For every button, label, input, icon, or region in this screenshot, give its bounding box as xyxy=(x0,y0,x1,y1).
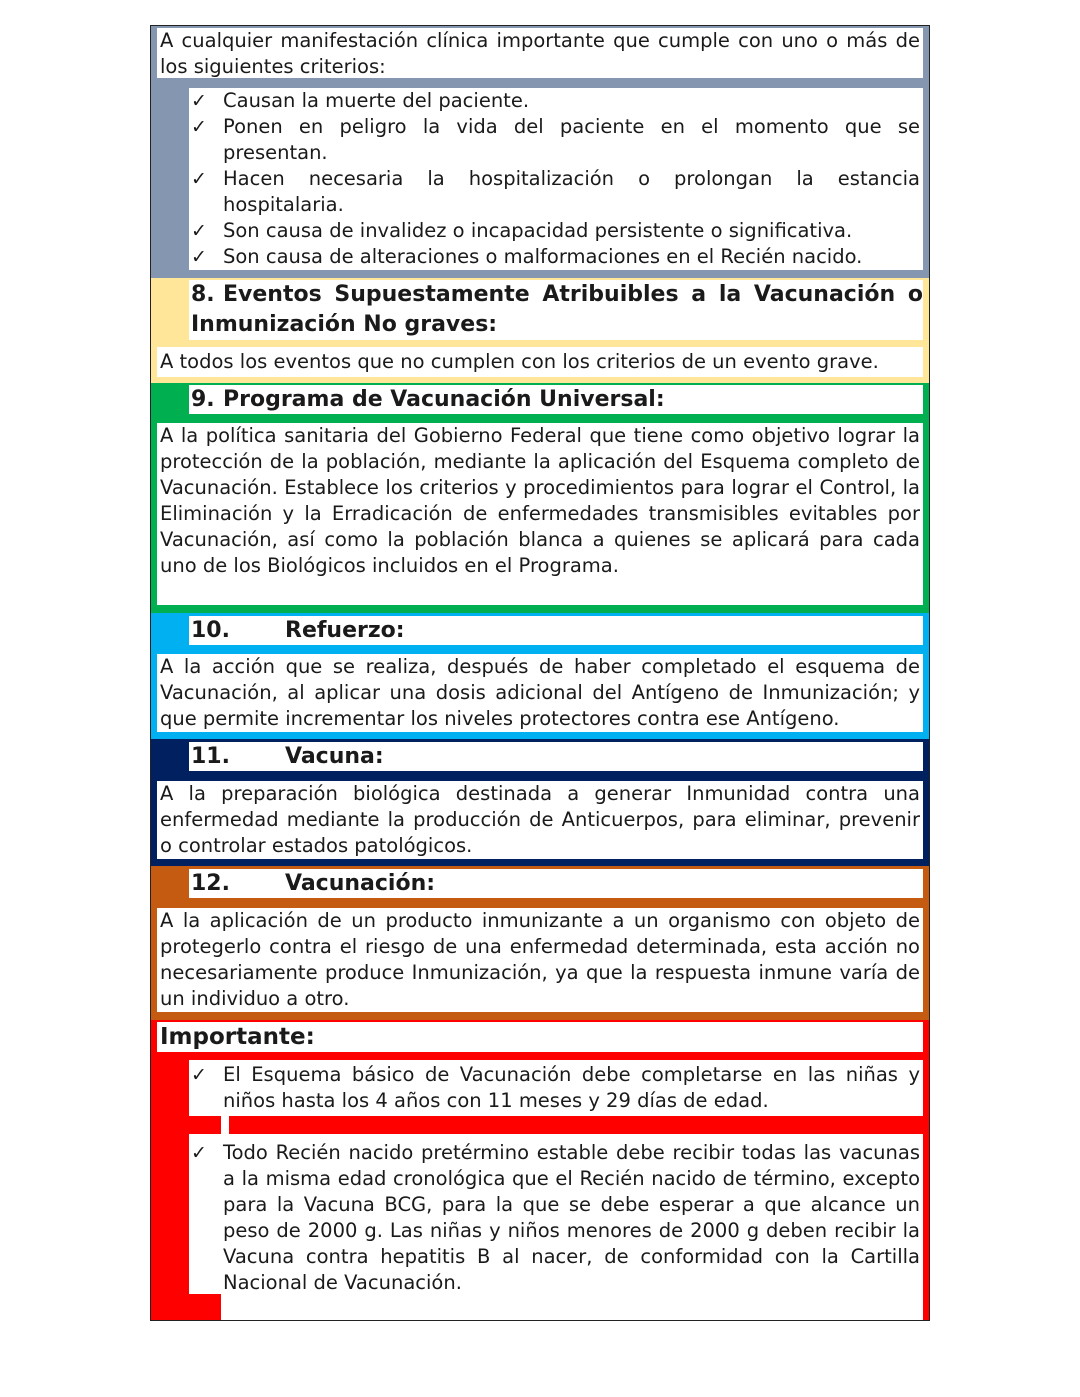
note-text: El Esquema básico de Vacunación debe completarse en las niñas y niños hasta los 4 años con 11 meses y 29 días de edad. xyxy=(223,1063,920,1112)
check-icon: ✓ xyxy=(191,1064,207,1086)
section-9-definition xyxy=(157,423,923,605)
important-notes xyxy=(189,1060,923,1321)
section-12-definition xyxy=(157,908,923,1012)
definition-text: A la preparación biológica destinada a generar Inmunidad contra una enfermedad mediante la producción de Anticuerpos, para eliminar, prevenir o controlar estados patológicos. xyxy=(160,782,920,857)
section-9-heading xyxy=(189,385,923,414)
check-icon: ✓ xyxy=(191,246,207,268)
section-number: 10. xyxy=(191,618,230,643)
list-item xyxy=(189,244,920,270)
section-11-band xyxy=(151,739,929,866)
important-title: Importante: xyxy=(160,1024,315,1050)
section-title: Eventos Supuestamente Atribuibles a la Vacunación o Inmunización No graves: xyxy=(191,282,923,337)
section-number: 12. xyxy=(191,871,230,896)
note-text: Todo Recién nacido pretérmino estable debe recibir todas las vacunas a la misma edad cronológica que el Recién nacido de término, excepto para la Vacuna BCG, para la que se debe esperar a que alcance un peso de 2000 g. Las niñas y niños menores de 2000 g deben recibir la Vacuna contra hepatitis B al nacer, de conformidad con la Cartilla Nacional de Vacunación. xyxy=(223,1141,920,1294)
criteria-text: Hacen necesaria la hospitalización o prolongan la estancia hospitalaria. xyxy=(223,167,920,216)
check-icon: ✓ xyxy=(191,168,207,190)
definition-text: A la aplicación de un producto inmunizante a un organismo con objeto de protegerlo contra el riesgo de una enfermedad determinada, esta acción no necesariamente produce Inmunización, ya que la respuesta inmune varía de un individuo a otro. xyxy=(160,909,920,1010)
criteria-text: Son causa de alteraciones o malformaciones en el Recién nacido. xyxy=(223,245,863,268)
section-8-band xyxy=(151,278,929,383)
section-12-heading xyxy=(189,869,923,898)
list-item xyxy=(189,114,920,166)
section-number: 9. xyxy=(191,387,215,412)
serious-events-band xyxy=(151,26,929,278)
check-icon: ✓ xyxy=(191,116,207,138)
definition-text: A la política sanitaria del Gobierno Federal que tiene como objetivo lograr la protección de la población, mediante la aplicación del Esquema completo de Vacunación. Establece los criterios y procedimientos para lograr el Control, la Eliminación y la Erradicación de enfermedades transmisibles evitables por Vacunación, así como la población blanca a quienes se aplicará para cada uno de los Biológicos incluidos en el Programa. xyxy=(160,424,920,577)
list-item xyxy=(189,1062,920,1114)
important-band xyxy=(151,1020,929,1321)
check-icon: ✓ xyxy=(191,220,207,242)
section-title: Vacunación: xyxy=(285,871,436,896)
section-10-band xyxy=(151,613,929,739)
serious-events-intro-text: A cualquier manifestación clínica importante que cumple con uno o más de los siguientes criterios: xyxy=(160,29,920,78)
section-title: Refuerzo: xyxy=(285,618,405,643)
section-8-definition xyxy=(157,347,923,377)
criteria-list xyxy=(189,88,920,270)
section-12-band xyxy=(151,866,929,1020)
section-11-definition xyxy=(157,781,923,859)
section-title: Programa de Vacunación Universal: xyxy=(223,387,665,412)
definition-text: A la acción que se realiza, después de haber completado el esquema de Vacunación, al aplicar una dosis adicional del Antígeno de Inmunización; y que permite incrementar los niveles protectores contra ese Antígeno. xyxy=(160,655,920,730)
criteria-text: Ponen en peligro la vida del paciente en el momento que se presentan. xyxy=(223,115,920,164)
serious-events-criteria xyxy=(189,88,923,270)
section-title: Vacuna: xyxy=(285,744,384,769)
list-item xyxy=(189,88,920,114)
section-9-band xyxy=(151,383,929,613)
important-list xyxy=(189,1062,920,1296)
serious-events-intro xyxy=(157,28,923,78)
definitions-table xyxy=(150,25,930,1321)
section-number: 11. xyxy=(191,744,230,769)
check-icon: ✓ xyxy=(191,1142,207,1164)
list-item xyxy=(189,166,920,218)
criteria-text: Son causa de invalidez o incapacidad persistente o significativa. xyxy=(223,219,853,242)
list-item xyxy=(189,1140,920,1296)
section-8-heading xyxy=(189,280,923,340)
list-item xyxy=(189,218,920,244)
check-icon: ✓ xyxy=(191,90,207,112)
important-heading xyxy=(157,1022,923,1052)
section-10-definition xyxy=(157,654,923,732)
section-number: 8. xyxy=(191,282,215,307)
section-10-heading xyxy=(189,616,923,645)
section-11-heading xyxy=(189,742,923,771)
criteria-text: Causan la muerte del paciente. xyxy=(223,89,530,112)
definition-text: A todos los eventos que no cumplen con los criterios de un evento grave. xyxy=(160,350,879,373)
